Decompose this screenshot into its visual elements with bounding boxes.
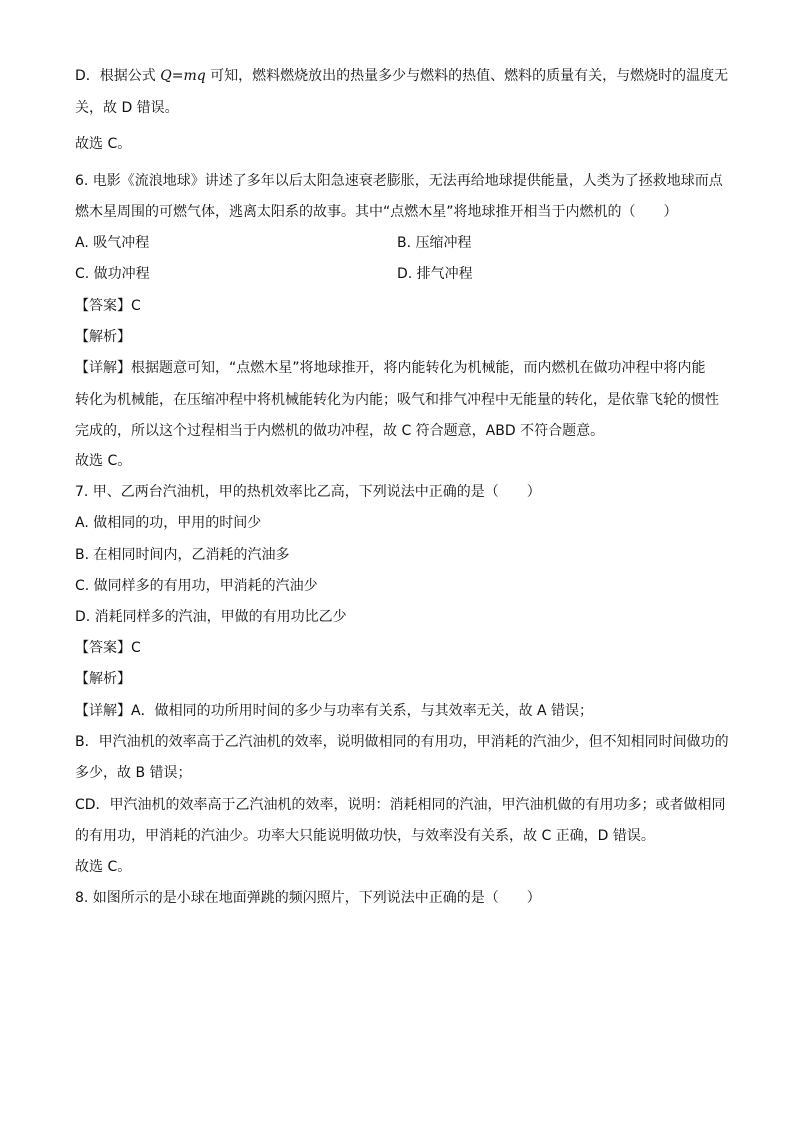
q6-detail-line-1: 【详解】根据题意可知，“点燃木星”将地球推开，将内能转化为机械能，而内燃机在做功冲程中将内能 [75,360,706,376]
q7-detail-line-5: 的有用功，甲消耗的汽油少。功率大只能说明做功快，与效率没有关系，故 C 正确，D 错误。 [75,828,655,844]
q6-detail-line-2: 转化为机械能，在压缩冲程中将机械能转化为内能；吸气和排气冲程中无能量的转化，是依靠飞轮的惯性 [75,392,719,408]
answer-value: C [131,298,141,314]
q7-detail-line-3: 多少，故 B 错误； [75,765,192,781]
formula-q-mq: Q=mq [160,68,206,84]
q7-answer [75,638,735,658]
answer-label: 【答案】 [75,640,131,656]
q5-option-d-line-2: 关，故 D 错误。 [75,100,179,116]
q7-detail-line-1: 【详解】A．做相同的功所用时间的多少与功率有关系，与其效率无关，故 A 错误； [75,703,594,719]
q8-stem: 8. 如图所示的是小球在地面弹跳的频闪照片，下列说法中正确的是（ ） [75,890,541,906]
q6-option-d: D. 排气冲程 [397,266,473,282]
q6-option-c: C. 做功冲程 [75,266,150,282]
q6-option-a: A. 吸气冲程 [75,235,150,251]
q7-analysis-heading: 【解析】 [75,671,131,687]
q7-option-a: A. 做相同的功，甲用的时间少 [75,515,262,531]
q7-option-b: B. 在相同时间内，乙消耗的汽油多 [75,547,290,563]
q6-analysis-heading: 【解析】 [75,329,131,345]
q7-option-d: D. 消耗同样多的汽油，甲做的有用功比乙少 [75,609,347,625]
q5-option-d-line-1 [75,66,735,86]
answer-label: 【答案】 [75,298,131,314]
q6-stem-line-1: 6. 电影《流浪地球》讲述了多年以后太阳急速衰老膨胀，无法再给地球提供能量，人类为了拯救地球而点 [75,173,723,189]
q5-option-d-text-a: D．根据公式 [75,68,161,84]
q6-detail-line-3: 完成的，所以这个过程相当于内燃机的做功冲程，故 C 符合题意，ABD 不符合题意。 [75,423,605,439]
q7-stem: 7. 甲、乙两台汽油机，甲的热机效率比乙高，下列说法中正确的是（ ） [75,484,541,500]
q6-answer [75,296,735,316]
q7-detail-line-2: B．甲汽油机的效率高于乙汽油机的效率，说明做相同的有用功，甲消耗的汽油少，但不知相同时间做功的 [75,734,729,750]
q6-select: 故选 C。 [75,453,132,469]
q7-detail-line-4: CD．甲汽油机的效率高于乙汽油机的效率，说明：消耗相同的汽油，甲汽油机做的有用功多；或者做相同 [75,797,726,813]
q6-stem-line-2: 燃木星周围的可燃气体，逃离太阳系的故事。其中“点燃木星”将地球推开相当于内燃机的（ ） [75,204,678,220]
q5-option-d-text-b: 可知，燃料燃烧放出的热量多少与燃料的热值、燃料的质量有关，与燃烧时的温度无 [205,68,729,84]
answer-value: C [131,640,141,656]
q6-option-b: B. 压缩冲程 [397,235,472,251]
q5-select: 故选 C。 [75,136,132,152]
q7-option-c: C. 做同样多的有用功，甲消耗的汽油少 [75,578,318,594]
q7-select: 故选 C。 [75,859,132,875]
